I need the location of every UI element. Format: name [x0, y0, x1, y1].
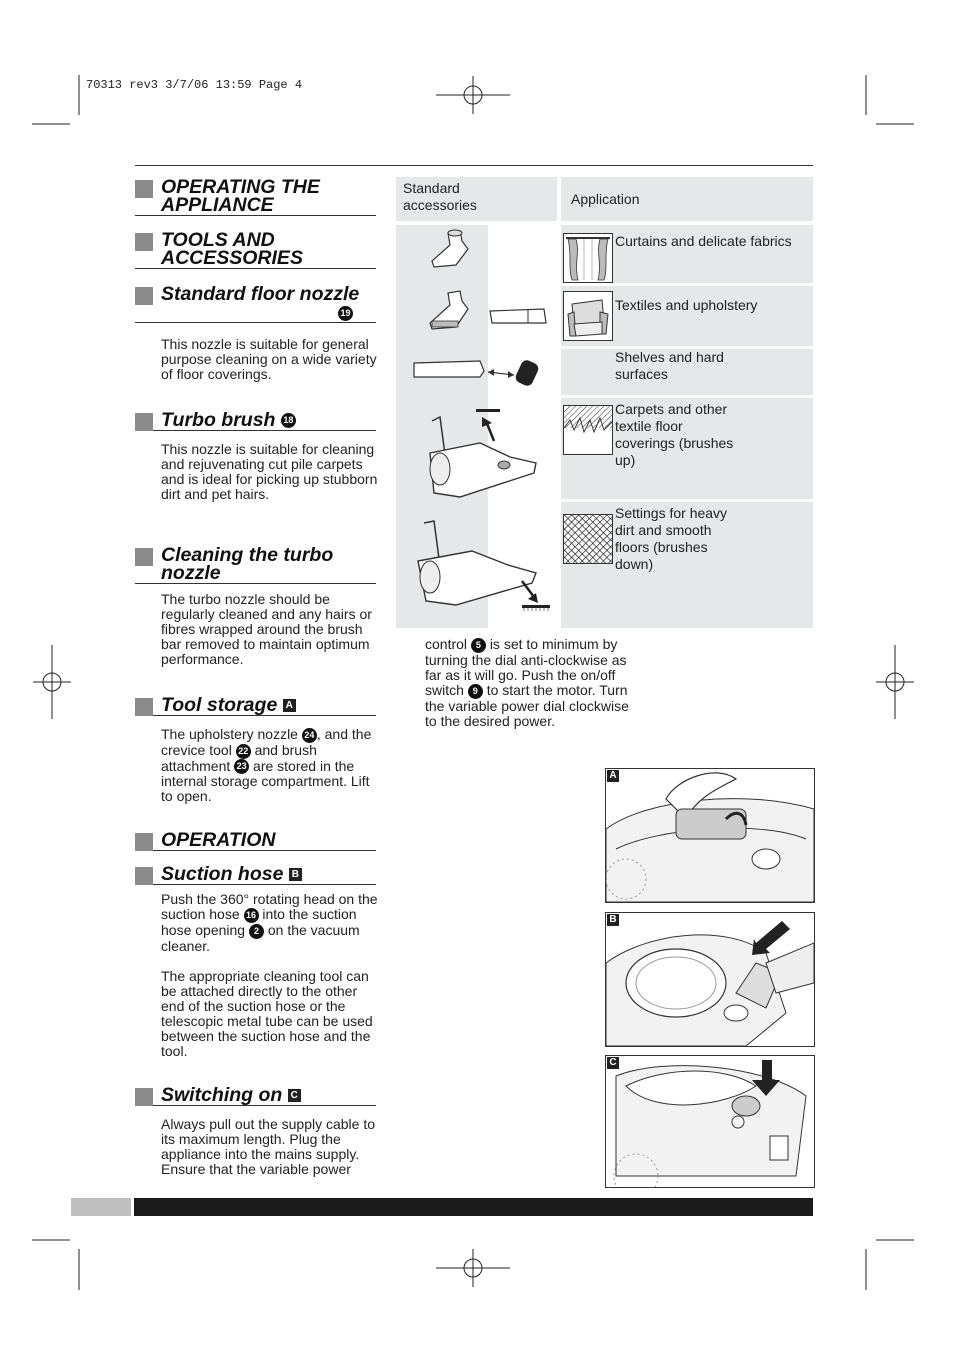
- header-standard-accessories: Standard accessories: [403, 180, 477, 213]
- text-suction-hose: [161, 892, 379, 1059]
- accessories-table: [396, 177, 813, 628]
- badge-23: 23: [234, 759, 249, 774]
- text-turbo-brush: This nozzle is suitable for cleaning and rejuvenating cut pile carpets and is ideal for picking up stubborn dirt and pet hairs.: [161, 441, 378, 502]
- row-text-shelves: Shelves and hard surfaces: [615, 349, 724, 382]
- table-divider: [561, 283, 813, 286]
- text-cleaning-turbo: The turbo nozzle should be regularly cleaned and any hairs or fibres wrapped around the brush bar removed to maintain optimum performance.: [161, 591, 372, 667]
- badge-16: 16: [244, 908, 259, 923]
- heading-tool-storage: Tool storage: [161, 694, 278, 716]
- section-cleaning-turbo: [135, 546, 376, 584]
- text-part: to start the motor. Turn the variable power dial clockwise to the desired power.: [425, 681, 629, 729]
- armchair-icon: [563, 291, 613, 341]
- badge-22: 22: [236, 744, 251, 759]
- badge-18: 18: [281, 413, 296, 428]
- text-part: Push the 360° rotating head on the suction hose: [161, 891, 378, 922]
- section-marker: [135, 698, 153, 716]
- section-turbo-brush: [135, 411, 376, 431]
- heading-turbo-brush: Turbo brush: [161, 409, 276, 431]
- crevice-tool-icon: [488, 305, 550, 327]
- badge-a: A: [283, 699, 296, 712]
- section-marker: [135, 833, 153, 851]
- section-tool-storage: [135, 696, 376, 716]
- heading-switching-on: Switching on: [161, 1084, 283, 1106]
- section-standard-nozzle: [135, 285, 376, 323]
- text-part: into the suction hose opening: [161, 906, 357, 938]
- upholstery-nozzle-icon: [426, 227, 486, 275]
- footer-page-tab: [71, 1198, 131, 1216]
- badge-c: C: [288, 1089, 301, 1102]
- carpet-icon: [563, 405, 613, 455]
- badge-24: 24: [302, 728, 317, 743]
- badge-5: 5: [471, 638, 486, 653]
- figure-label-a: A: [607, 770, 619, 782]
- row-text-heavy-dirt: Settings for heavy dirt and smooth floors (brushes down): [615, 505, 728, 572]
- section-suction-hose: [135, 865, 376, 885]
- text-part: on the vacuum cleaner.: [161, 921, 360, 954]
- badge-2: 2: [249, 924, 264, 939]
- section-tools: [135, 231, 376, 269]
- section-marker: [135, 867, 153, 885]
- figure-label-b: B: [607, 914, 619, 926]
- section-marker: [135, 548, 153, 566]
- heading-cleaning-turbo: Cleaning the turbo nozzle: [161, 544, 334, 584]
- text-suction-hose-p2: The appropriate cleaning tool can be attached directly to the other end of the suction hose or the telescopic metal tube can be used between the suction hose and the tool.: [161, 967, 373, 1059]
- text-standard-nozzle: This nozzle is suitable for general purpose cleaning on a wide variety of floor coverings.: [161, 336, 377, 382]
- text-part: is set to minimum by turning the dial anti-clockwise as far as it will go. Push the on/off switch: [425, 636, 627, 698]
- text-part: control: [425, 636, 468, 652]
- table-divider: [396, 221, 813, 225]
- brush-nozzle-icon: [424, 287, 488, 335]
- figure-label-c: C: [607, 1057, 619, 1069]
- row-text-upholstery: Textiles and upholstery: [615, 297, 758, 313]
- top-rule: [135, 165, 813, 166]
- badge-9: 9: [468, 684, 483, 699]
- figure-a: [605, 768, 815, 903]
- curtains-icon: [563, 233, 613, 283]
- section-operation: [135, 831, 376, 851]
- figure-c: [605, 1055, 815, 1188]
- turbo-brush-down-icon: [412, 517, 556, 617]
- heading-standard-nozzle: Standard floor nozzle: [161, 283, 360, 305]
- crevice-brush-icon: [410, 353, 544, 393]
- table-divider: [561, 395, 813, 398]
- section-marker: [135, 1088, 153, 1106]
- heading-operating: OPERATING THE APPLIANCE: [161, 176, 320, 216]
- heading-operation: OPERATION: [161, 829, 276, 851]
- heading-tools: TOOLS AND ACCESSORIES: [161, 229, 303, 269]
- text-tool-storage: [161, 727, 379, 804]
- text-part: and brush attachment: [161, 741, 317, 774]
- section-marker: [135, 233, 153, 251]
- badge-19: 19: [338, 306, 353, 321]
- heading-suction-hose: Suction hose: [161, 863, 284, 885]
- text-part: The upholstery nozzle: [161, 726, 298, 742]
- section-switching-on: [135, 1086, 376, 1106]
- section-marker: [135, 180, 153, 198]
- footer-bar: [134, 1198, 813, 1216]
- row-text-curtains: Curtains and delicate fabrics: [615, 233, 792, 249]
- section-marker: [135, 413, 153, 431]
- badge-b: B: [289, 868, 302, 881]
- text-part: are stored in the internal storage compartment. Lift to open.: [161, 757, 370, 805]
- hard-floor-icon: [563, 514, 613, 564]
- row-text-carpets: Carpets and other textile floor coverings (brushes up): [615, 401, 734, 468]
- print-slug: 70313 rev3 3/7/06 13:59 Page 4: [86, 78, 303, 92]
- figure-b: [605, 912, 815, 1047]
- header-application: Application: [571, 191, 640, 207]
- storage-compartment-illustration: [606, 769, 814, 902]
- switching-on-illustration: [606, 1056, 814, 1187]
- section-operating: [135, 178, 376, 216]
- section-marker: [135, 287, 153, 305]
- table-divider: [561, 499, 813, 502]
- text-switching-on-continued: [425, 637, 640, 729]
- turbo-brush-up-icon: [420, 407, 540, 503]
- suction-hose-illustration: [606, 913, 814, 1046]
- text-part: , and the crevice tool: [161, 726, 372, 758]
- text-switching-on: Always pull out the supply cable to its maximum length. Plug the appliance into the mains supply. Ensure that the variable power: [161, 1116, 376, 1177]
